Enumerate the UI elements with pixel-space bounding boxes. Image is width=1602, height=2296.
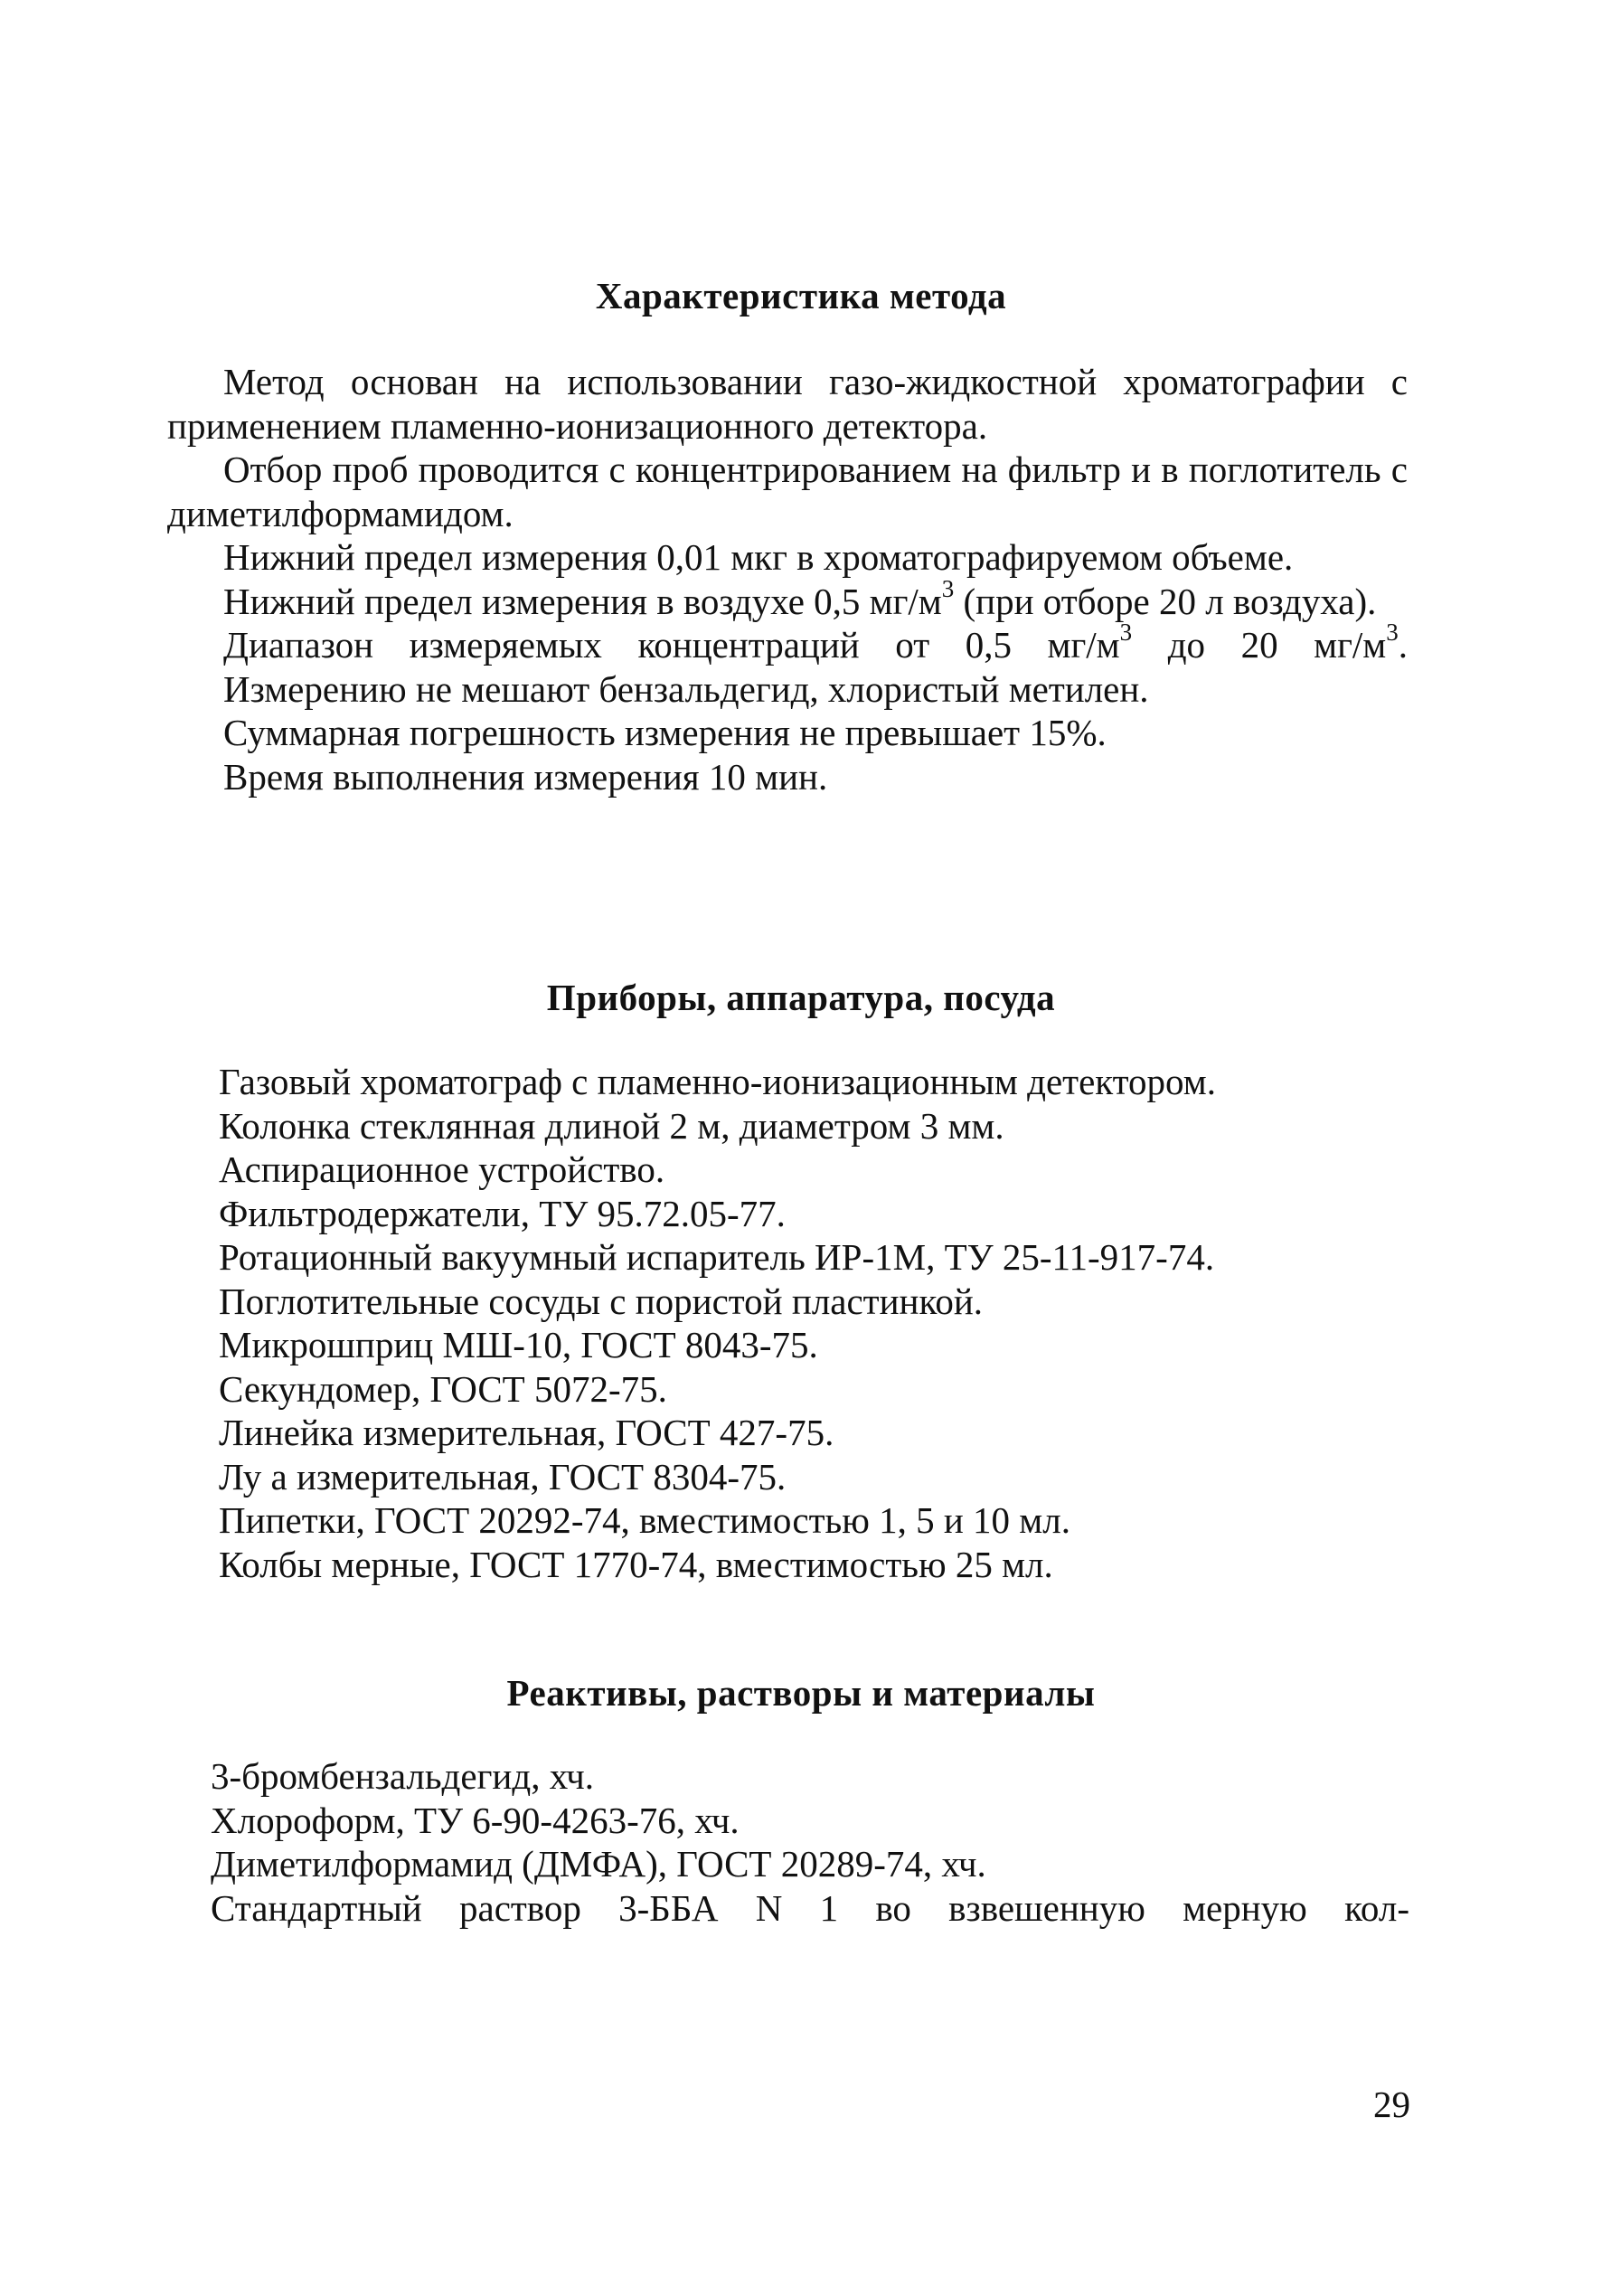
- superscript: 3: [1386, 619, 1399, 647]
- equipment-item: Колбы мерные, ГОСТ 1770-74, вместимостью 25 мл.: [219, 1543, 1053, 1585]
- text-fragment: Диапазон измеряемых концентраций от 0,5 мг/м: [223, 624, 1120, 666]
- equipment-item: Лу а измерительная, ГОСТ 8304-75.: [219, 1455, 787, 1498]
- method-paragraph: Метод основан на использовании газо-жидкостной хроматографии с применением пламенно-ионизационного детектора.: [167, 361, 1408, 447]
- method-paragraph-lower-limit-air: [167, 574, 1408, 624]
- equipment-item: Поглотительные сосуды с пористой пластинкой.: [219, 1280, 984, 1322]
- reagent-item: Диметилформамид (ДМФА), ГОСТ 20289-74, хч.: [211, 1843, 986, 1885]
- method-paragraph: Время выполнения измерения 10 мин.: [223, 755, 828, 798]
- method-paragraph: Отбор проб проводится с концентрированием на фильтр и в поглотитель с диметилформамидом.: [167, 449, 1408, 534]
- method-text: [167, 360, 1408, 798]
- equipment-item: Пипетки, ГОСТ 20292-74, вместимостью 1, 5 и 10 мл.: [219, 1499, 1070, 1541]
- reagent-item: 3-бромбензальдегид, хч.: [211, 1755, 595, 1797]
- equipment-item: Ротационный вакуумный испаритель ИР-1М, ТУ 25-11-917-74.: [219, 1236, 1215, 1278]
- page-number: 29: [1373, 2083, 1410, 2125]
- superscript: 3: [1119, 619, 1133, 647]
- reagent-item-continued: Стандартный раствор 3-ББА N 1 во взвешенную мерную кол-: [211, 1886, 1409, 1929]
- equipment-item: Колонка стеклянная длиной 2 м, диаметром 3 мм.: [219, 1104, 1004, 1147]
- equipment-item: Газовый хроматограф с пламенно-ионизационным детектором.: [219, 1061, 1216, 1102]
- section-title-reagents: Реактивы, растворы и материалы: [506, 1672, 1096, 1714]
- equipment-list: [219, 1060, 1412, 1586]
- method-paragraph: Нижний предел измерения 0,01 мкг в хроматографируемом объеме.: [223, 536, 1294, 578]
- equipment-item: Секундомер, ГОСТ 5072-75.: [219, 1367, 667, 1410]
- text-fragment: (при отборе 20 л воздуха).: [954, 580, 1377, 622]
- reagent-item: Хлороформ, ТУ 6-90-4263-76, хч.: [211, 1799, 740, 1841]
- section-title-equipment: Приборы, аппаратура, посуда: [546, 977, 1056, 1018]
- superscript: 3: [941, 574, 955, 602]
- method-paragraph-range: [167, 619, 1409, 667]
- equipment-item: Фильтродержатели, ТУ 95.72.05-77.: [219, 1192, 786, 1234]
- section-title-method: Характеристика метода: [595, 275, 1007, 317]
- method-paragraph: Суммарная погрешность измерения не превышает 15%.: [223, 712, 1107, 753]
- text-fragment: до 20 мг/м: [1132, 624, 1387, 666]
- equipment-item: Аспирационное устройство.: [219, 1148, 665, 1190]
- reagents-list: [211, 1754, 1409, 1930]
- text-fragment: .: [1398, 624, 1409, 666]
- method-paragraph: Измерению не мешают бензальдегид, хлористый метилен.: [223, 667, 1149, 710]
- equipment-item: Микрошприц МШ-10, ГОСТ 8043-75.: [219, 1324, 818, 1365]
- text-fragment: Нижний предел измерения в воздухе 0,5 мг/м: [223, 580, 942, 622]
- equipment-item: Линейка измерительная, ГОСТ 427-75.: [219, 1412, 834, 1453]
